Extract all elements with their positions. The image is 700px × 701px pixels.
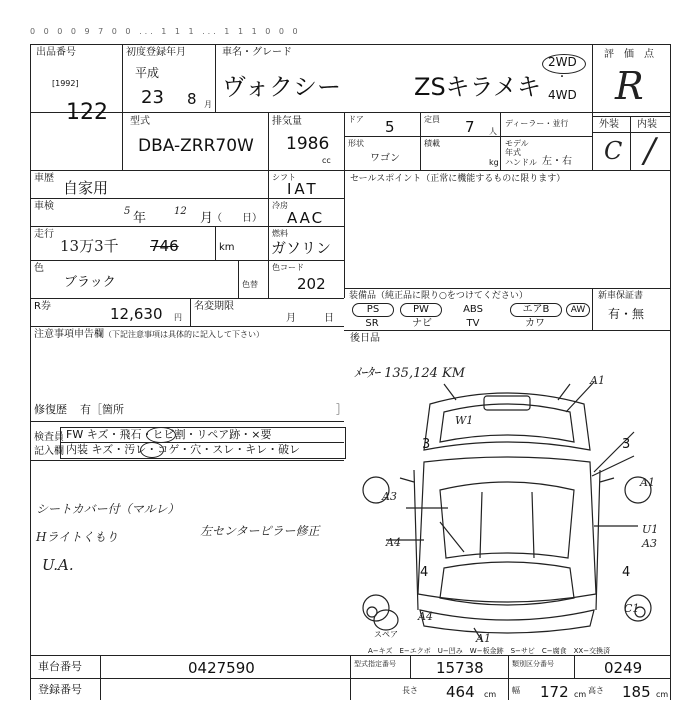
- mark-a3-left: A3: [382, 490, 397, 503]
- load-unit: kg: [489, 158, 499, 167]
- shift-value: IAT: [287, 180, 319, 198]
- inspection-label: 車検: [34, 201, 54, 212]
- mark-dent-right: 3: [622, 437, 631, 452]
- drive-dot: ・: [557, 72, 567, 83]
- category-value: 自家用: [63, 179, 109, 197]
- drive-4wd: 4WD: [548, 88, 577, 102]
- evaluation-score: R: [615, 64, 644, 108]
- height-value: 185: [622, 683, 651, 701]
- inspection-month: 月: [200, 211, 214, 226]
- lot-label: 出品番号: [36, 47, 76, 58]
- mark-a3-right: A3: [642, 537, 657, 550]
- length-unit: cm: [484, 690, 497, 699]
- chassis-label: 車台番号: [38, 660, 82, 673]
- category-number-value: 0249: [604, 659, 643, 677]
- warranty-label: 新車保証書: [598, 291, 644, 301]
- notes-label: 注意事項申告欄: [34, 329, 104, 340]
- after-equipment-label: 後日品: [350, 333, 380, 344]
- first-reg-month-unit: 月: [204, 100, 212, 109]
- equipment-label: 装備品（純正品に限り○をつけてください）: [349, 291, 528, 301]
- displacement-value: 1986: [286, 134, 330, 154]
- color-code-value: 202: [297, 275, 326, 293]
- height-unit: cm: [656, 690, 669, 699]
- aircon-label: 冷房: [272, 201, 288, 210]
- first-reg-era: 平成: [135, 66, 160, 80]
- damage-legend: A−キズ E−エクボ U−凹み W−板金跡 S−サビ C−腐食 XX−交換済: [368, 647, 611, 655]
- evaluation-label: 評 価 点: [604, 49, 654, 60]
- fuel-label: 燃料: [272, 229, 288, 238]
- aircon-value: AAC: [287, 209, 325, 227]
- category-number-label: 類別区分番号: [512, 660, 554, 668]
- equip-aw: AW: [566, 303, 590, 317]
- width-label: 幅: [512, 686, 520, 695]
- exterior-grade: C: [604, 137, 623, 165]
- length-value: 464: [446, 683, 475, 701]
- repair-label: 修復歴: [34, 403, 67, 416]
- mark-dent-left: 3: [422, 437, 431, 452]
- recycle-unit: 円: [174, 313, 182, 322]
- interior-label: 内装: [637, 119, 657, 130]
- equip-navi: ナビ: [412, 318, 432, 329]
- shape-value: ワゴン: [370, 153, 400, 164]
- warranty-value: 有・無: [608, 307, 645, 321]
- color-code-label: 色コード: [272, 263, 304, 272]
- equip-airbag: エアB: [510, 303, 562, 317]
- first-reg-label: 初度登録年月: [126, 47, 186, 58]
- mark-a4-bottom: A4: [418, 610, 433, 623]
- title-deadline-label: 名変期限: [194, 301, 234, 312]
- type-designation-label: 型式指定番号: [354, 660, 396, 668]
- title-deadline-day: 日: [324, 313, 334, 324]
- top-strip: 0 0 0 0 9 7 0 0 ... 1 1 1 ... 1 1 1 0 0 0: [30, 27, 301, 36]
- mark-c1: C1: [624, 602, 640, 615]
- handwritten-note-1: シートカバー付（マルレ）: [36, 502, 180, 516]
- color-value: ブラック: [64, 275, 116, 290]
- interior-grade: /: [644, 131, 656, 171]
- handwritten-note-2: Hライトくもり: [36, 530, 119, 544]
- repaint-label: 色替: [242, 280, 258, 289]
- model-year-label: モデル年式: [505, 139, 529, 157]
- shape-label: 形状: [348, 139, 364, 148]
- inspection-year: 年: [133, 211, 147, 226]
- handwritten-note-4: 左センターピラー修正: [200, 524, 320, 538]
- color-label: 色: [34, 263, 44, 274]
- shift-label: シフト: [272, 173, 296, 182]
- width-value: 172: [540, 683, 569, 701]
- mark-a1-right: A1: [640, 476, 655, 489]
- equip-leather: カワ: [525, 318, 545, 329]
- recycle-label: R券: [34, 301, 51, 312]
- equip-pw: PW: [400, 303, 442, 317]
- first-reg-month: 8: [187, 90, 197, 108]
- damage-diagram: [344, 372, 670, 642]
- capacity-label: 定員: [424, 115, 440, 124]
- inspection-day: （ 日）: [212, 213, 262, 224]
- mileage-value: 13万3千: [60, 237, 119, 255]
- mark-u1: U1: [642, 523, 659, 536]
- handle-options: 左・右: [542, 156, 572, 167]
- equip-tv: TV: [466, 318, 480, 329]
- drive-2wd: 2WD: [548, 55, 577, 69]
- registration-label: 登録番号: [38, 683, 82, 696]
- title-deadline-month: 月: [286, 313, 296, 324]
- chassis-value: 0427590: [188, 659, 255, 677]
- doors-label: ドア: [348, 115, 364, 124]
- mileage-struck: 746: [150, 237, 179, 255]
- mark-w1: W1: [455, 414, 474, 427]
- repair-close: ］: [336, 403, 347, 416]
- repair-value: 有［箇所: [80, 403, 124, 416]
- handle-label: ハンドル: [505, 158, 537, 167]
- sales-point-label: セールスポイント（正常に機能するものに限ります）: [350, 174, 566, 184]
- handwritten-note-3: U.A.: [42, 556, 74, 574]
- equip-abs: ABS: [463, 304, 483, 315]
- height-label: 高さ: [588, 686, 604, 695]
- type-designation-value: 15738: [436, 659, 484, 677]
- mark-a1-bottom: A1: [476, 632, 491, 645]
- mark-bumper-left: 4: [420, 565, 429, 580]
- mark-a4-left: A4: [386, 536, 401, 549]
- displacement-unit: cc: [322, 156, 331, 165]
- inspector-label-2: 記入欄: [34, 446, 64, 457]
- car-name-label: 車名・グレード: [222, 47, 292, 58]
- mark-bumper-right: 4: [622, 565, 631, 580]
- category-label: 車歴: [34, 173, 54, 184]
- equip-sr: SR: [365, 318, 379, 329]
- car-grade: ZSキラメキ: [414, 73, 541, 101]
- car-name: ヴォクシー: [222, 73, 342, 101]
- notes-sub: （下記注意事項は具体的に記入して下さい）: [104, 330, 264, 339]
- width-unit: cm: [574, 690, 587, 699]
- mileage-unit: km: [219, 242, 235, 253]
- model-label: 型式: [130, 116, 150, 127]
- displacement-label: 排気量: [272, 116, 302, 127]
- equip-ps: PS: [352, 303, 394, 317]
- first-reg-year: 23: [141, 87, 164, 108]
- mark-a1-top: A1: [590, 374, 605, 387]
- capacity-value: 7: [465, 118, 475, 136]
- inspector-row-2: 内装 キズ・汚レ・コゲ・穴・スレ・キレ・破レ: [66, 443, 301, 456]
- doors-value: 5: [385, 118, 395, 136]
- fuel-value: ガソリン: [271, 239, 332, 257]
- recycle-value: 12,630: [110, 305, 163, 323]
- lot-year: [1992]: [52, 79, 79, 88]
- exterior-label: 外装: [599, 119, 619, 130]
- dealer-label: ディーラー・並行: [505, 119, 569, 128]
- inspection-year-note: 5: [124, 206, 131, 217]
- mileage-label: 走行: [34, 229, 54, 240]
- inspection-month-note: 12: [174, 206, 187, 217]
- spare-label: スペア: [374, 630, 398, 639]
- capacity-unit: 人: [489, 127, 497, 136]
- odometer-note: ﾒｰﾀｰ 135,124 KM: [354, 366, 466, 381]
- lot-number: 122: [66, 100, 108, 125]
- load-label: 積載: [424, 139, 440, 148]
- inspector-row-1: FW キズ・飛石・ヒビ割・リペア跡・×要: [66, 428, 272, 441]
- model-value: DBA-ZRR70W: [138, 136, 254, 156]
- length-label: 長さ: [402, 686, 418, 695]
- inspector-label-1: 検査員: [34, 432, 64, 443]
